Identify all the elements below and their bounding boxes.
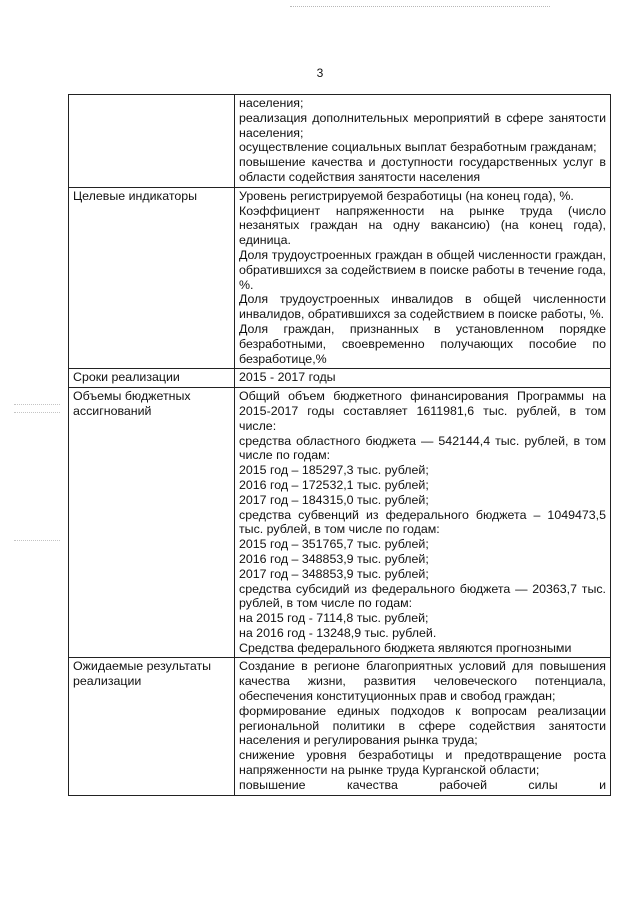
row-value: [235, 187, 611, 369]
text-line: реализация дополнительных мероприятий в сфере занятости населения;: [239, 110, 606, 140]
row-value: [235, 95, 611, 188]
text-line: Доля граждан, признанных в установленном порядке безработными, своевременно получающих пособие по безработице,%: [239, 321, 606, 366]
row-value: [235, 369, 611, 388]
text-line: Уровень регистрируемой безработицы (на конец года), %.: [239, 188, 574, 203]
text-line: формирование единых подходов к вопросам реализации региональной политики в сфере содействия занятости населения и регулирования рынка труда;: [239, 703, 606, 748]
row-label: Целевые индикаторы: [69, 187, 235, 369]
text-line: средства субвенций из федерального бюджета – 1049473,5 тыс. рублей, в том числе по годам:: [239, 507, 606, 537]
table-row: [69, 95, 611, 188]
row-label: Ожидаемые результаты реализации: [69, 658, 235, 795]
row-label: [69, 95, 235, 188]
text-line: 2016 год – 348853,9 тыс. рублей;: [239, 551, 429, 566]
text-line: населения;: [239, 96, 304, 110]
text-line: средства субсидий из федерального бюджета — 20363,7 тыс. рублей, в том числе по годам:: [239, 581, 606, 611]
table-row: [69, 187, 611, 369]
table-row: [69, 388, 611, 658]
text-line: Общий объем бюджетного финансирования Программы на 2015-2017 годы составляет 1611981,6 тыс. рублей, в том числе:: [239, 389, 606, 433]
margin-scan-mark: [14, 412, 60, 414]
row-value: [235, 658, 611, 795]
margin-scan-mark: [14, 404, 60, 406]
text-line: на 2016 год - 13248,9 тыс. рублей.: [239, 625, 437, 640]
text-line: снижение уровня безработицы и предотвращение роста напряженности на рынке труда Курганской области;: [239, 748, 606, 778]
text-line: средства областного бюджета — 542144,4 тыс. рублей, в том числе по годам:: [239, 433, 606, 463]
text-line: 2017 год – 184315,0 тыс. рублей;: [239, 492, 429, 507]
text-line: Доля трудоустроенных граждан в общей численности граждан, обратившихся за содействием в поиске работы в течение года, %.: [239, 247, 606, 292]
text-line: Создание в регионе благоприятных условий для повышения качества жизни, развития человеческого потенциала, обеспечения конституционных прав и свобод граждан;: [239, 659, 606, 704]
program-passport-table: [68, 94, 611, 796]
text-line: Средства федерального бюджета являются прогнозными: [239, 640, 572, 655]
text-line: Доля трудоустроенных инвалидов в общей численности инвалидов, обратившихся за содействием в поиске работы, %.: [239, 292, 606, 322]
scan-artifact: [290, 6, 550, 8]
table-row: [69, 369, 611, 388]
table-row: [69, 658, 611, 795]
text-line: 2017 год – 348853,9 тыс. рублей;: [239, 566, 429, 581]
text-line: повышение качества рабочей силы и: [239, 777, 606, 792]
row-value: [235, 388, 611, 658]
text-line: повышение качества и доступности государственных услуг в области содействия занятости населения: [239, 155, 606, 184]
text-line: Коэффициент напряженности на рынке труда (число незанятых граждан на одну вакансию) (на конец года), единица.: [239, 203, 606, 248]
text-line: 2015 год – 351765,7 тыс. рублей;: [239, 537, 429, 552]
page-number: 3: [316, 66, 324, 80]
text-line: на 2015 год - 7114,8 тыс. рублей;: [239, 611, 429, 626]
row-label: Сроки реализации: [69, 369, 235, 388]
text-line: осуществление социальных выплат безработным гражданам;: [239, 140, 597, 155]
text-line: 2016 год – 172532,1 тыс. рублей;: [239, 477, 429, 492]
row-label: Объемы бюджетных ассигнований: [69, 388, 235, 658]
margin-scan-mark: [14, 540, 60, 542]
text-line: 2015 - 2017 годы: [239, 370, 336, 385]
text-line: 2015 год – 185297,3 тыс. рублей;: [239, 463, 429, 478]
